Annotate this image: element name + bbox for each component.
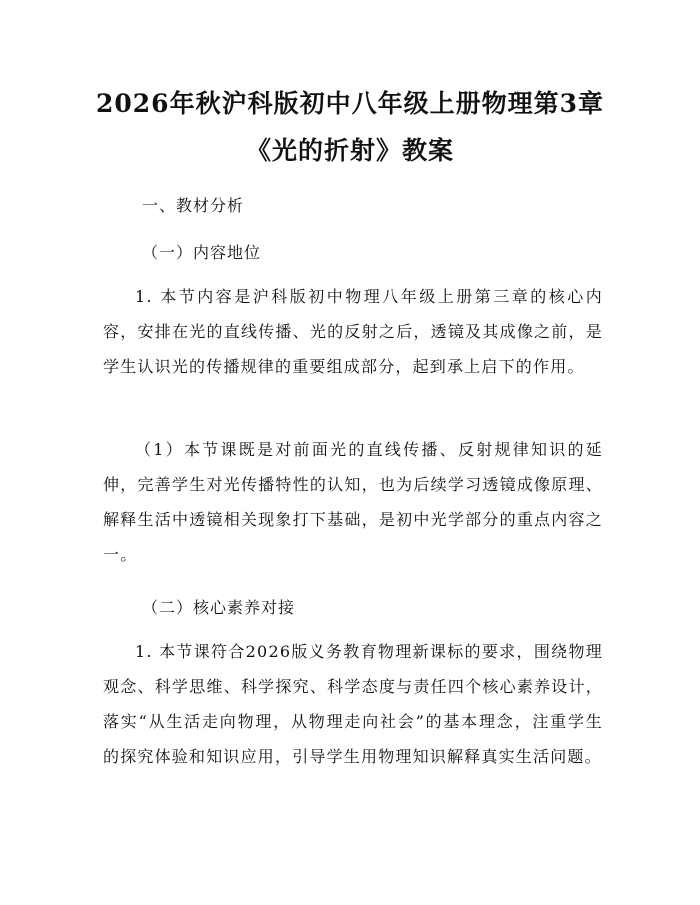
- subsection-heading-content-position: （一）内容地位: [142, 243, 262, 262]
- paragraph-content-position-1: 1. 本节内容是沪科版初中物理八年级上册第三章的核心内容，安排在光的直线传播、光的反射之后，透镜及其成像之前，是学生认识光的传播规律的重要组成部分，起到承上启下的作用。: [103, 287, 603, 376]
- paragraph-core-literacy-1: 1. 本节课符合2026版义务教育物理新课标的要求，围绕物理观念、科学思维、科学探究、科学态度与责任四个核心素养设计，落实“从生活走向物理，从物理走向社会”的基本理念，注重学生的探究体验和知识应用，引导学生用物理知识解释真实生活问题。: [103, 642, 603, 766]
- section-heading-textbook-analysis: 一、教材分析: [142, 196, 245, 215]
- subsection-heading-core-literacy: （二）核心素养对接: [142, 598, 296, 617]
- document-title-line-2: 《光的折射》教案: [245, 136, 454, 165]
- paragraph-content-position-2: （1）本节课既是对前面光的直线传播、反射规律知识的延伸，完善学生对光传播特性的认知，也为后续学习透镜成像原理、解释生活中透镜相关现象打下基础，是初中光学部分的重点内容之一。: [103, 440, 603, 564]
- document-title-line-1: 2026年秋沪科版初中八年级上册物理第3章: [96, 89, 604, 118]
